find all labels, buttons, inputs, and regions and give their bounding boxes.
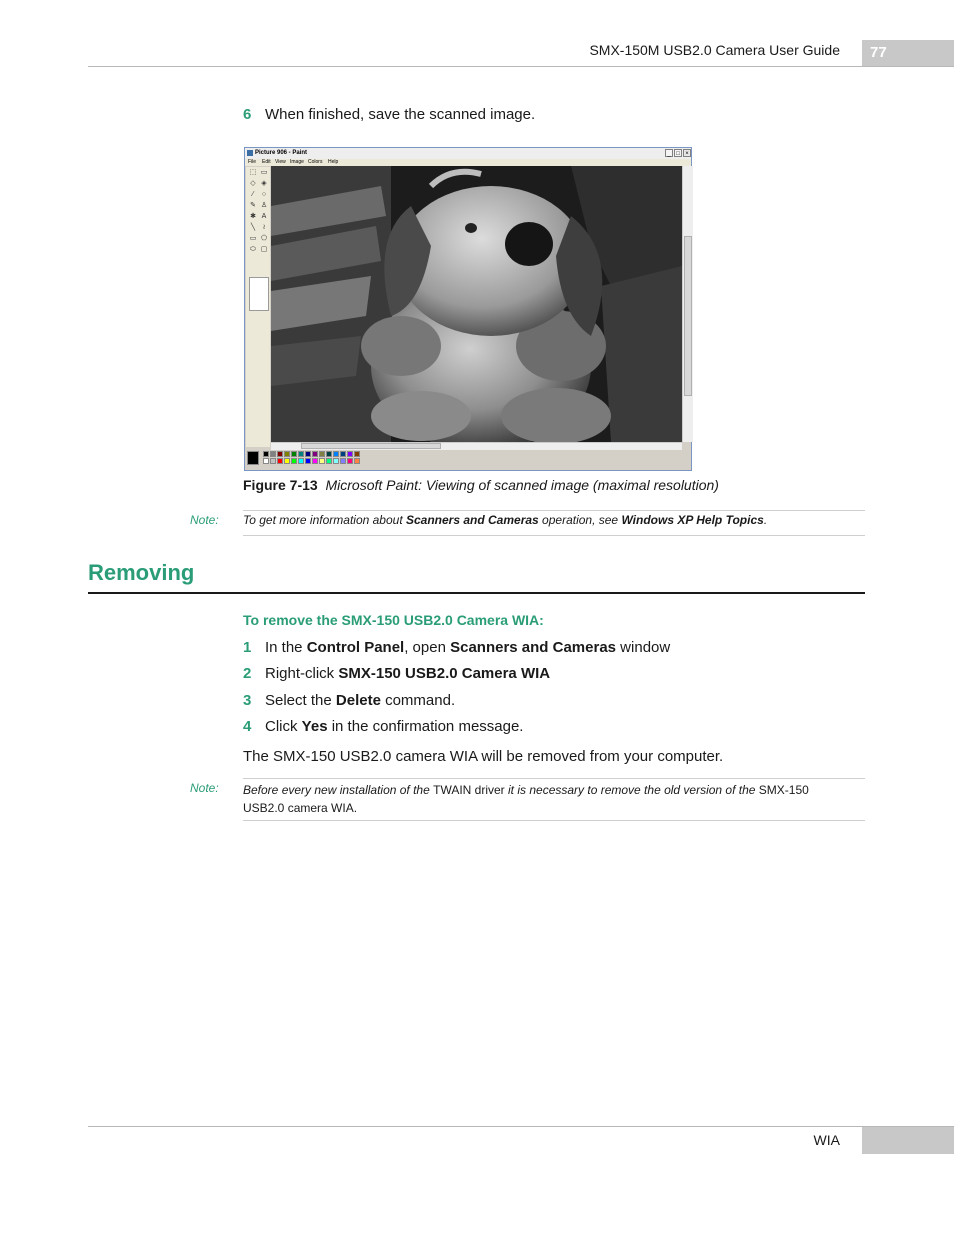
polygon-icon: ⬠ [260,235,268,242]
palette-swatch [298,451,304,457]
minimize-icon: _ [665,149,673,157]
step-2 [243,665,550,682]
step-3 [243,692,455,709]
palette-swatch [298,458,304,464]
step-text: in the confirmation message. [327,718,524,735]
palette-swatch [340,451,346,457]
palette-swatch [263,451,269,457]
palette-swatch [347,451,353,457]
palette-swatch [354,451,360,457]
ellipse-icon: ⬭ [250,246,256,253]
note2-twain-driver: TWAIN driver [433,783,505,797]
note2-bottom-rule [243,820,865,821]
palette-swatch [326,451,332,457]
airbrush-icon: ✱ [250,213,256,220]
note2-product-name-cont: USB2.0 camera WIA. [243,801,358,815]
palette-swatch [319,458,325,464]
step-text: Click [265,718,302,735]
plush-dog-photo-icon [271,166,682,442]
palette-swatch [284,458,290,464]
current-color-icon [247,451,259,465]
magnifier-icon: ○ [261,191,267,198]
palette-swatch [354,458,360,464]
scanned-photo-plush-dog [271,166,682,442]
horizontal-scroll-thumb [301,443,441,449]
note1-help-topics: Windows XP Help Topics [621,513,764,527]
note1-bottom-rule [243,535,865,536]
step-bold: Yes [301,718,328,735]
close-icon: × [683,149,691,157]
step-text: When finished, save the scanned image. [265,106,536,123]
rect-select-icon: ▭ [260,169,268,176]
result-paragraph: The SMX-150 USB2.0 camera WIA will be removed from your computer. [243,748,724,765]
menu-colors: Colors [308,159,323,165]
vertical-scrollbar [682,166,693,442]
page-number: 77 [870,44,887,61]
note2-product-name: SMX-150 [758,783,809,797]
palette-swatch [319,451,325,457]
curve-icon: ≀ [262,224,266,231]
paint-toolbox [246,167,270,447]
palette-swatch [333,451,339,457]
palette-swatch [291,451,297,457]
line-icon: ╲ [250,224,256,231]
palette-swatch [312,451,318,457]
rectangle-icon: ▭ [249,235,257,242]
header-rule [88,66,954,67]
maximize-icon: □ [674,149,682,157]
palette-swatch [312,458,318,464]
step-bold: Delete [335,692,381,709]
figure-label: Figure 7-13 [243,477,318,493]
paint-app-icon [247,150,253,156]
step-text: command. [380,692,456,709]
step-number: 2 [243,665,252,682]
step-number: 4 [243,718,252,735]
pencil-icon: ✎ [250,202,256,209]
text-icon: A [261,213,267,220]
paint-menu-bar [245,159,691,166]
step-text: In the [265,639,307,656]
brush-icon: ♙ [260,202,268,209]
procedure-title: To remove the SMX-150 USB2.0 Camera WIA: [243,612,544,628]
eraser-icon: ◇ [250,180,256,187]
step-text: window [616,639,671,656]
palette-swatch [284,451,290,457]
figure-caption-text: Microsoft Paint: Viewing of scanned image (maximal resolution) [325,477,719,493]
note1-mid: operation, see [538,513,622,527]
free-select-icon: ⬚ [249,169,257,176]
palette-swatch [263,458,269,464]
palette-swatch [277,451,283,457]
section-title: Removing [88,560,195,585]
step-number: 6 [243,106,252,123]
palette-swatch [270,451,276,457]
palette-swatch [333,458,339,464]
footer-tab [862,1127,954,1154]
note2-top-rule [243,778,865,779]
palette-swatch [340,458,346,464]
palette-swatch [277,458,283,464]
palette-swatch [270,458,276,464]
rounded-rect-icon: ▢ [260,246,268,253]
note1-top-rule [243,510,865,511]
fill-icon: ◈ [261,180,267,187]
footer-section-name: WIA [813,1132,840,1148]
color-palette [247,451,407,469]
palette-swatch [305,451,311,457]
palette-swatch [326,458,332,464]
step-number: 3 [243,692,252,709]
step-number: 1 [243,639,252,656]
note1-post: . [763,513,768,527]
menu-image: Image [290,159,304,165]
palette-swatch [291,458,297,464]
note2-label: Note: [190,781,219,795]
note1-pre: To get more information about [243,513,406,527]
footer-rule [88,1126,954,1127]
paint-window-screenshot [244,147,692,471]
menu-file: File [248,159,257,165]
step-text: Select the [265,692,336,709]
tool-options-box [249,277,269,311]
step-6 [243,106,535,123]
paint-window-title: Picture 906 - Paint [255,150,308,156]
note1-label: Note: [190,513,219,527]
running-header-title: SMX-150M USB2.0 Camera User Guide [589,42,840,58]
note2-text-part: it is necessary to remove the old version of the [504,783,759,797]
step-text: Right-click [265,665,339,682]
menu-view: View [275,159,286,165]
step-bold: Control Panel [306,639,405,656]
menu-help: Help [328,159,339,165]
step-text: , open [404,639,451,656]
note2-text [243,781,843,817]
note2-text-part: Before every new installation of the [243,783,434,797]
palette-swatch [347,458,353,464]
section-rule [88,592,865,594]
menu-edit: Edit [262,159,271,165]
palette-swatch [305,458,311,464]
color-picker-icon: ⁄ [252,191,254,198]
note1-text [243,513,865,527]
horizontal-scrollbar [271,442,682,450]
note1-scanners-and-cameras: Scanners and Cameras [405,513,539,527]
vertical-scroll-thumb [684,236,692,396]
figure-caption [243,477,719,493]
step-4 [243,718,523,735]
step-bold: SMX-150 USB2.0 Camera WIA [338,665,551,682]
step-bold: Scanners and Cameras [450,639,617,656]
step-1 [243,639,670,656]
